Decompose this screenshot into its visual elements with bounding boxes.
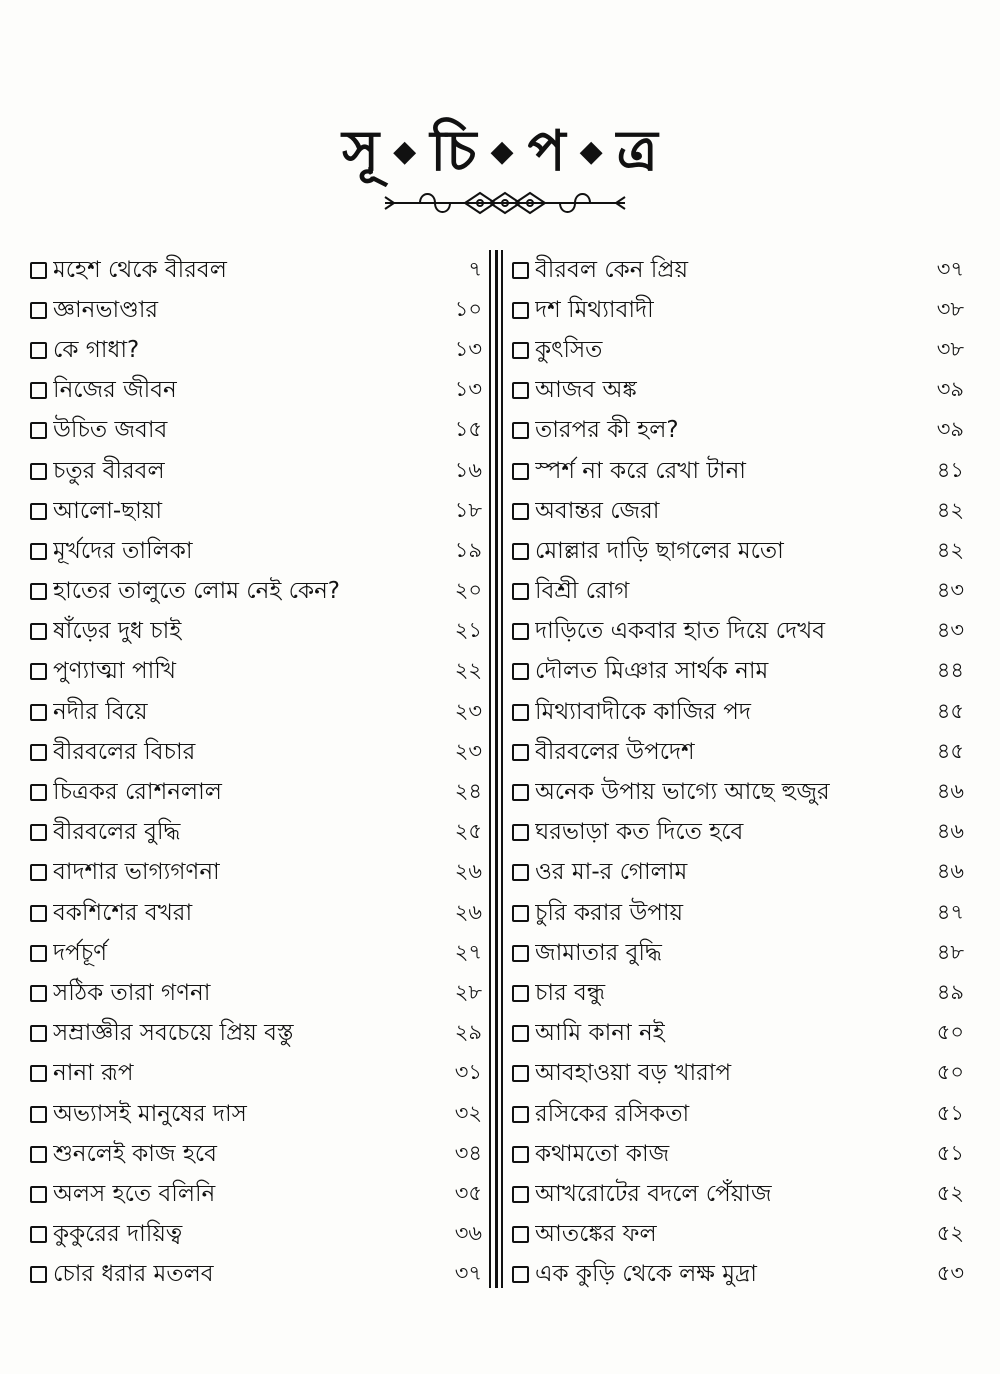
toc-entry-title: কে গাধা?: [53, 336, 140, 363]
toc-entry: [512, 1014, 964, 1054]
checkbox-square-icon: [30, 985, 47, 1002]
toc-entry-page: ২২: [454, 658, 482, 683]
diamond-icon: ◆: [579, 134, 603, 169]
toc-entry-page: ২৩: [454, 738, 482, 763]
toc-entry-title: দাড়িতে একবার হাত দিয়ে দেখব: [535, 618, 825, 645]
toc-entry-page: ৪১: [936, 457, 964, 482]
checkbox-square-icon: [30, 623, 47, 640]
toc-entry-title: অভ্যাসই মানুষের দাস: [53, 1100, 247, 1127]
checkbox-square-icon: [30, 382, 47, 399]
toc-entry-title: বকশিশের বখরা: [53, 899, 193, 926]
toc-entry-page: ৫০: [936, 1060, 964, 1085]
toc-entry-page: ৪৩: [936, 618, 964, 643]
ornament-divider-icon: [380, 183, 630, 223]
toc-entry-title: আলো-ছায়া: [53, 497, 163, 524]
toc-entry-title: নদীর বিয়ে: [53, 698, 148, 725]
toc-entry-title: জামাতার বুদ্ধি: [535, 939, 662, 966]
toc-entry-page: ৪৫: [936, 698, 964, 723]
toc-entry: [512, 1054, 964, 1094]
toc-entry-title: চিত্রকর রোশনলাল: [53, 779, 222, 806]
toc-entry-page: ১৩: [454, 336, 482, 361]
toc-entry: [30, 371, 482, 411]
toc-entry: [512, 411, 964, 451]
toc-entry: [30, 1215, 482, 1255]
checkbox-square-icon: [512, 342, 529, 359]
toc-entry: [512, 330, 964, 370]
toc-entry: [30, 732, 482, 772]
checkbox-square-icon: [512, 422, 529, 439]
toc-entry-title: দশ মিথ্যাবাদী: [535, 296, 654, 323]
checkbox-square-icon: [30, 1106, 47, 1123]
checkbox-square-icon: [512, 1266, 529, 1283]
checkbox-square-icon: [512, 1025, 529, 1042]
toc-entry-title: উচিত জবাব: [53, 417, 168, 444]
checkbox-square-icon: [512, 1226, 529, 1243]
checkbox-square-icon: [30, 302, 47, 319]
toc-entry-page: ২০: [454, 578, 482, 603]
toc-entry-page: ২৬: [454, 899, 482, 924]
page-title: [0, 112, 1000, 192]
checkbox-square-icon: [512, 1186, 529, 1203]
toc-entry-page: ৫২: [936, 1180, 964, 1205]
toc-entry-title: শুনলেই কাজ হবে: [53, 1140, 217, 1167]
toc-entry: [512, 612, 964, 652]
toc-entry: [30, 491, 482, 531]
checkbox-square-icon: [30, 262, 47, 279]
toc-entry-page: ৩৯: [936, 417, 964, 442]
toc-entry: [512, 250, 964, 290]
toc-entry-page: ২৪: [454, 779, 482, 804]
toc-entry-title: সঠিক তারা গণনা: [53, 979, 211, 1006]
toc-entry-page: ৩৫: [454, 1180, 482, 1205]
checkbox-square-icon: [512, 302, 529, 319]
toc-entry-title: চার বন্ধু: [535, 979, 606, 1006]
toc-left-column: [30, 250, 482, 1290]
toc-entry-page: ৭: [468, 256, 482, 281]
toc-entry-page: ১৯: [454, 537, 482, 562]
diamond-icon: ◆: [490, 134, 514, 169]
toc-entry: [30, 250, 482, 290]
checkbox-square-icon: [30, 1186, 47, 1203]
checkbox-square-icon: [512, 1065, 529, 1082]
toc-entry-title: চোর ধরার মতলব: [53, 1261, 214, 1288]
toc-entry-page: ৪৯: [936, 979, 964, 1004]
toc-entry: [30, 973, 482, 1013]
toc-entry-title: হাতের তালুতে লোম নেই কেন?: [53, 578, 341, 605]
toc-entry-page: ৫১: [936, 1100, 964, 1125]
checkbox-square-icon: [30, 1146, 47, 1163]
title-syllable: ত্র: [616, 119, 658, 184]
checkbox-square-icon: [512, 784, 529, 801]
toc-entry: [512, 491, 964, 531]
toc-entry: [30, 1014, 482, 1054]
toc-entry: [512, 933, 964, 973]
toc-entry: [512, 692, 964, 732]
toc-entry-page: ৪৭: [936, 899, 964, 924]
toc-entry: [30, 1174, 482, 1214]
checkbox-square-icon: [30, 342, 47, 359]
toc-entry-title: কুকুরের দায়িত্ব: [53, 1221, 183, 1248]
toc-entry-page: ১৬: [454, 457, 482, 482]
checkbox-square-icon: [30, 1025, 47, 1042]
title-syllable: চি: [430, 119, 477, 184]
toc-entry-title: আতঙ্কের ফল: [535, 1221, 657, 1248]
toc-entry-title: পুণ্যাত্মা পাখি: [53, 658, 176, 685]
column-divider: [489, 250, 503, 1288]
checkbox-square-icon: [30, 744, 47, 761]
toc-entry-page: ৪৫: [936, 738, 964, 763]
toc-entry-title: দৌলত মিঞার সার্থক নাম: [535, 658, 769, 685]
toc-entry-page: ৩৪: [454, 1140, 482, 1165]
toc-entry: [512, 1094, 964, 1134]
toc-entry: [512, 813, 964, 853]
checkbox-square-icon: [30, 784, 47, 801]
checkbox-square-icon: [30, 1266, 47, 1283]
toc-entry-title: স্পর্শ না করে রেখা টানা: [535, 457, 746, 484]
toc-entry: [30, 531, 482, 571]
toc-entry-page: ৪৬: [936, 859, 964, 884]
toc-entry-title: অবান্তর জেরা: [535, 497, 660, 524]
toc-entry-page: ৩৭: [454, 1261, 482, 1286]
toc-entry-page: ২৭: [454, 939, 482, 964]
toc-entry-title: নিজের জীবন: [53, 377, 177, 404]
checkbox-square-icon: [30, 704, 47, 721]
toc-entry-page: ২১: [454, 618, 482, 643]
toc-entry-title: আবহাওয়া বড় খারাপ: [535, 1060, 732, 1087]
toc-entry: [512, 732, 964, 772]
toc-entry-title: অনেক উপায় ভাগ্যে আছে হুজুর: [535, 779, 830, 806]
checkbox-square-icon: [30, 663, 47, 680]
toc-entry: [30, 1054, 482, 1094]
toc-entry-page: ৩৭: [936, 256, 964, 281]
toc-entry-page: ৫০: [936, 1020, 964, 1045]
toc-entry: [30, 411, 482, 451]
toc-entry-page: ৫১: [936, 1140, 964, 1165]
toc-entry-title: অলস হতে বলিনি: [53, 1180, 216, 1207]
toc-entry: [512, 973, 964, 1013]
toc-entry-title: বীরবলের উপদেশ: [535, 738, 695, 765]
toc-entry-title: কথামতো কাজ: [535, 1140, 670, 1167]
toc-entry: [512, 1215, 964, 1255]
toc-entry-page: ৪২: [936, 497, 964, 522]
toc-entry-title: মূর্খদের তালিকা: [53, 537, 193, 564]
toc-entry-page: ৪৬: [936, 779, 964, 804]
checkbox-square-icon: [512, 744, 529, 761]
title-syllable: প: [527, 119, 566, 184]
toc-entry-page: ১৫: [454, 417, 482, 442]
toc-entry-title: বাদশার ভাগ্যগণনা: [53, 859, 220, 886]
toc-entry: [30, 652, 482, 692]
checkbox-square-icon: [512, 503, 529, 520]
toc-entry-page: ৪২: [936, 537, 964, 562]
toc-entry: [512, 451, 964, 491]
toc-entry-page: ৪৮: [936, 939, 964, 964]
checkbox-square-icon: [30, 463, 47, 480]
toc-entry-title: আখরোটের বদলে পেঁয়াজ: [535, 1180, 772, 1207]
checkbox-square-icon: [512, 262, 529, 279]
toc-entry: [30, 330, 482, 370]
toc-entry: [512, 772, 964, 812]
checkbox-square-icon: [512, 1106, 529, 1123]
toc-entry-page: ৪৩: [936, 578, 964, 603]
toc-entry: [512, 1174, 964, 1214]
checkbox-square-icon: [512, 864, 529, 881]
toc-entry: [30, 1134, 482, 1174]
checkbox-square-icon: [512, 663, 529, 680]
checkbox-square-icon: [512, 463, 529, 480]
toc-entry-title: মোল্লার দাড়ি ছাগলের মতো: [535, 537, 784, 564]
toc-entry-page: ৪৬: [936, 819, 964, 844]
toc-entry-title: মিথ্যাবাদীকে কাজির পদ: [535, 698, 751, 725]
checkbox-square-icon: [30, 1065, 47, 1082]
checkbox-square-icon: [512, 623, 529, 640]
checkbox-square-icon: [30, 583, 47, 600]
toc-entry-title: ওর মা-র গোলাম: [535, 859, 688, 886]
toc-entry-page: ৪৪: [936, 658, 964, 683]
toc-entry: [30, 813, 482, 853]
toc-entry-page: ৩১: [454, 1060, 482, 1085]
checkbox-square-icon: [512, 824, 529, 841]
toc-entry-title: মহেশ থেকে বীরবল: [53, 256, 227, 283]
checkbox-square-icon: [30, 422, 47, 439]
checkbox-square-icon: [30, 905, 47, 922]
toc-entry: [512, 1255, 964, 1295]
toc-entry-title: ষাঁড়ের দুধ চাই: [53, 618, 182, 645]
toc-entry-page: ২৩: [454, 698, 482, 723]
checkbox-square-icon: [30, 864, 47, 881]
toc-entry-title: ঘরভাড়া কত দিতে হবে: [535, 819, 744, 846]
checkbox-square-icon: [30, 945, 47, 962]
toc-entry: [512, 652, 964, 692]
toc-entry-title: এক কুড়ি থেকে লক্ষ মুদ্রা: [535, 1261, 757, 1288]
toc-entry-title: সম্রাজ্ঞীর সবচেয়ে প্রিয় বস্তু: [53, 1020, 294, 1047]
toc-entry: [512, 531, 964, 571]
toc-entry-title: চতুর বীরবল: [53, 457, 165, 484]
toc-entry-page: ১৮: [454, 497, 482, 522]
toc-entry: [30, 893, 482, 933]
toc-entry: [30, 933, 482, 973]
toc-entry: [512, 893, 964, 933]
toc-entry: [30, 853, 482, 893]
checkbox-square-icon: [30, 824, 47, 841]
toc-entry-title: কুৎসিত: [535, 336, 603, 363]
toc-entry: [512, 1134, 964, 1174]
toc-entry-title: চুরি করার উপায়: [535, 899, 684, 926]
toc-entry-title: রসিকের রসিকতা: [535, 1100, 690, 1127]
checkbox-square-icon: [512, 382, 529, 399]
toc-entry-page: ৫২: [936, 1221, 964, 1246]
checkbox-square-icon: [512, 985, 529, 1002]
toc-entry-title: বীরবল কেন প্রিয়: [535, 256, 689, 283]
toc-entry-page: ১০: [454, 296, 482, 321]
toc-entry-title: তারপর কী হল?: [535, 417, 679, 444]
toc-entry-page: ৩৬: [454, 1221, 482, 1246]
toc-entry-page: ৩৮: [936, 296, 964, 321]
diamond-icon: ◆: [393, 134, 417, 169]
toc-right-column: [512, 250, 964, 1290]
checkbox-square-icon: [512, 905, 529, 922]
toc-entry-page: ২৬: [454, 859, 482, 884]
toc-entry: [512, 371, 964, 411]
checkbox-square-icon: [512, 945, 529, 962]
toc-entry: [30, 290, 482, 330]
toc-entry: [512, 290, 964, 330]
toc-entry-title: বীরবলের বিচার: [53, 738, 196, 765]
checkbox-square-icon: [30, 1226, 47, 1243]
toc-entry: [30, 451, 482, 491]
checkbox-square-icon: [30, 543, 47, 560]
toc-entry: [30, 572, 482, 612]
toc-entry-page: ৫৩: [936, 1261, 964, 1286]
checkbox-square-icon: [30, 503, 47, 520]
toc-entry-page: ২৮: [454, 979, 482, 1004]
toc-entry-title: আমি কানা নই: [535, 1020, 665, 1047]
toc-entry: [30, 772, 482, 812]
toc-entry: [512, 853, 964, 893]
toc-entry-page: ৩৮: [936, 336, 964, 361]
checkbox-square-icon: [512, 543, 529, 560]
toc-entry: [30, 692, 482, 732]
toc-entry-title: বীরবলের বুদ্ধি: [53, 819, 181, 846]
checkbox-square-icon: [512, 704, 529, 721]
toc-entry-title: দর্পচূর্ণ: [53, 939, 108, 966]
checkbox-square-icon: [512, 583, 529, 600]
toc-entry: [30, 1255, 482, 1295]
title-syllable: সূ: [342, 119, 380, 184]
toc-entry-title: জ্ঞানভাণ্ডার: [53, 296, 159, 323]
toc-entry-page: ৩২: [454, 1100, 482, 1125]
toc-entry: [512, 572, 964, 612]
toc-entry: [30, 1094, 482, 1134]
toc-entry-page: ৩৯: [936, 377, 964, 402]
toc-entry: [30, 612, 482, 652]
checkbox-square-icon: [512, 1146, 529, 1163]
toc-entry-title: নানা রূপ: [53, 1060, 134, 1087]
toc-entry-page: ১৩: [454, 377, 482, 402]
toc-entry-title: আজব অঙ্ক: [535, 377, 637, 404]
toc-entry-page: ২৯: [454, 1020, 482, 1045]
toc-entry-page: ২৫: [454, 819, 482, 844]
toc-entry-title: বিশ্রী রোগ: [535, 578, 630, 605]
